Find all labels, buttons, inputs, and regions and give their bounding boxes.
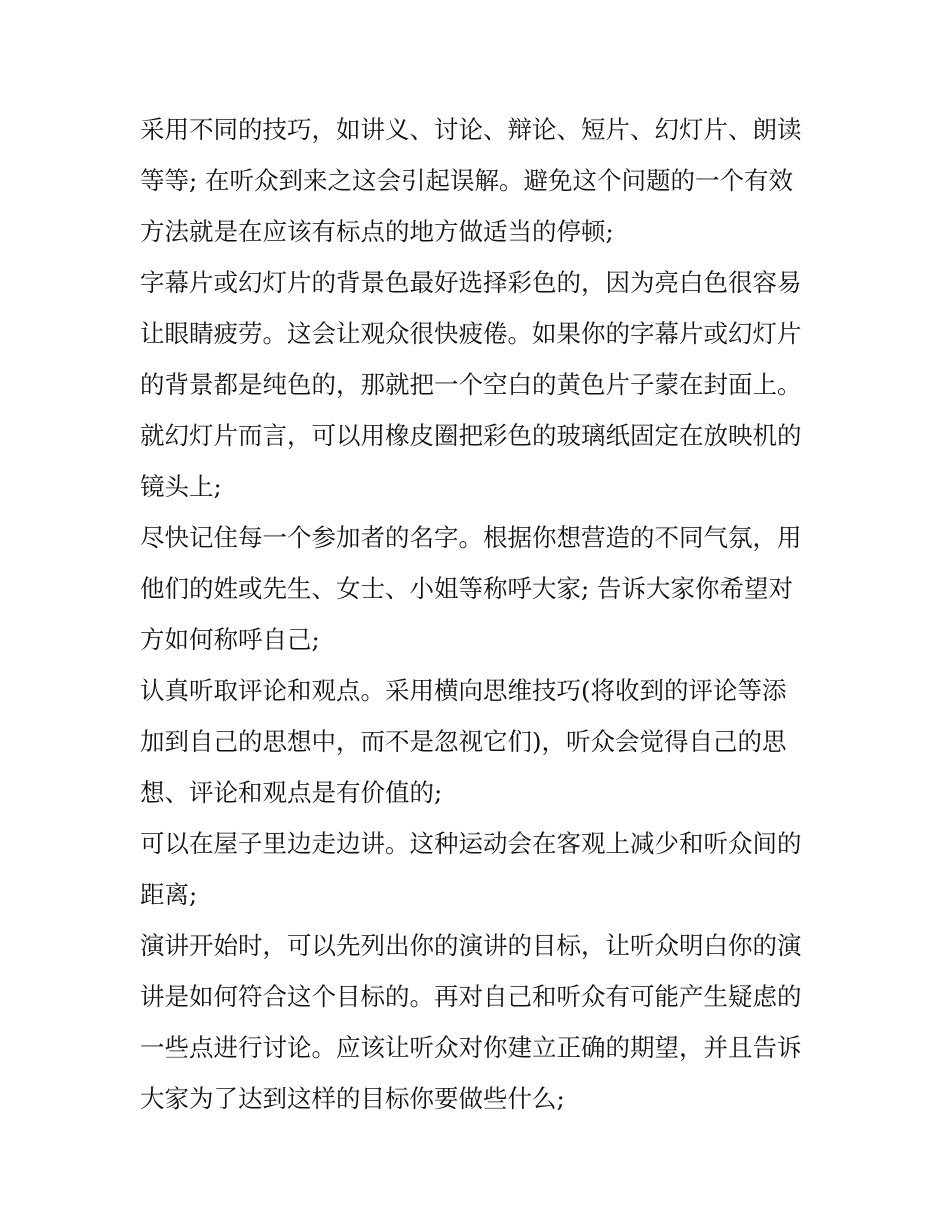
paragraph-walking: 可以在屋子里边走边讲。这种运动会在客观上减少和听众间的 距离; (140, 829, 802, 909)
paragraph-names: 尽快记住每一个参加者的名字。根据你想营造的不同气氛，用 他们的姓或先生、女士、小姐等称呼大家; 告诉大家你希望对 方如何称呼自己; (140, 523, 802, 654)
paragraph-techniques: 采用不同的技巧，如讲义、讨论、辩论、短片、幻灯片、朗读 等等; 在听众到来之这会引起误解。避免这个问题的一个有效 方法就是在应该有标点的地方做适当的停顿; (140, 115, 802, 246)
paragraph-slide-background: 字幕片或幻灯片的背景色最好选择彩色的，因为亮白色很容易 让眼睛疲劳。这会让观众很快疲倦。如果你的字幕片或幻灯片 的背景都是纯色的，那就把一个空白的黄色片子蒙在封面上。 就幻灯片而言，可以用橡皮圈把彩色的玻璃纸固定在放映机的 镜头上; (140, 268, 802, 501)
paragraph-listening: 认真听取评论和观点。采用横向思维技巧(将收到的评论等添 加到自己的思想中，而不是忽视它们)，听众会觉得自己的思 想、评论和观点是有价值的; (140, 676, 787, 807)
body-text (140, 104, 820, 1124)
paragraph-goals: 演讲开始时，可以先列出你的演讲的目标，让听众明白你的演 讲是如何符合这个目标的。再对自己和听众有可能产生疑虑的 一些点进行讨论。应该让听众对你建立正确的期望，并且告诉 大家为了达到这样的目标你要做些什么; (140, 931, 802, 1113)
